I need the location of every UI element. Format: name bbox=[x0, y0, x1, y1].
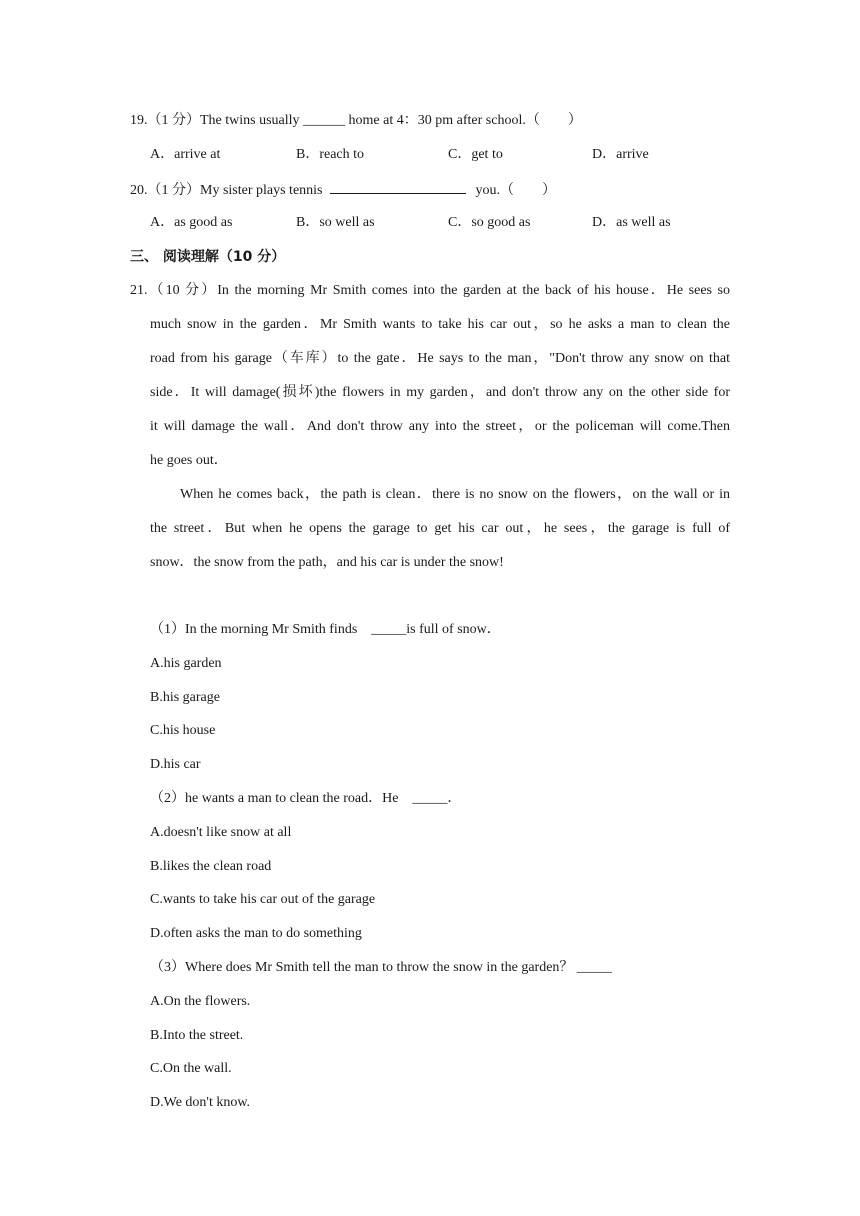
q21-passage-line-3: road from his garage（车库）to the gate．He says to the man，"Don't throw any snow on that bbox=[150, 351, 730, 366]
q21-sub3-option-a: A.On the flowers. bbox=[150, 994, 251, 1009]
q19-option-c: C．get to bbox=[448, 147, 503, 162]
q21-sub2-option-d: D.often asks the man to do something bbox=[150, 926, 362, 941]
q21-passage-line-9: snow．the snow from the path，and his car is under the snow! bbox=[150, 555, 504, 570]
q20-option-a: A．as good as bbox=[150, 215, 233, 230]
section-title: 三、 阅读理解（10 分） bbox=[130, 249, 286, 265]
q19-stem: 19.（1 分）The twins usually ______ home at 4：30 pm after school.（ ） bbox=[130, 113, 582, 128]
q21-sub3-stem: （3）Where does Mr Smith tell the man to throw the snow in the garden？ _____ bbox=[150, 960, 612, 975]
q20-option-d: D．as well as bbox=[592, 215, 671, 230]
q21-passage-line-8: the street．But when he opens the garage to get his car out，he sees，the garage is full of bbox=[150, 521, 730, 536]
q21-sub1-stem: （1）In the morning Mr Smith finds _____is full of snow． bbox=[150, 622, 501, 637]
q20-option-b: B．so well as bbox=[296, 215, 375, 230]
q21-sub3-option-b: B.Into the street. bbox=[150, 1028, 244, 1043]
q21-sub2-option-a: A.doesn't like snow at all bbox=[150, 825, 292, 840]
q21-passage-line-6: he goes out． bbox=[150, 453, 228, 468]
q21-sub1-option-c: C.his house bbox=[150, 723, 216, 738]
q19-option-a: A．arrive at bbox=[150, 147, 221, 162]
q21-passage-line-1 bbox=[130, 282, 730, 300]
q19-option-b: B．reach to bbox=[296, 147, 365, 162]
q19-option-d: D．arrive bbox=[592, 147, 649, 162]
q21-passage-line-4: side．It will damage(损坏)the flowers in my garden，and don't throw any on the other side for bbox=[150, 385, 730, 400]
q21-sub3-option-c: C.On the wall. bbox=[150, 1061, 232, 1076]
q21-sub2-option-b: B.likes the clean road bbox=[150, 859, 272, 874]
q21-sub2-stem: （2）he wants a man to clean the road．He _____． bbox=[150, 791, 462, 806]
q21-passage-line-1-text: 21.（10 分）In the morning Mr Smith comes into the garden at the back of his house．He sees so bbox=[130, 283, 730, 298]
q21-sub1-option-d: D.his car bbox=[150, 757, 201, 772]
q21-passage-line-5: it will damage the wall．And don't throw any into the street，or the policeman will come.Then bbox=[150, 419, 730, 434]
q21-sub3-option-d: D.We don't know. bbox=[150, 1095, 251, 1110]
q20-option-c: C．so good as bbox=[448, 215, 531, 230]
q20-stem-prefix: 20.（1 分）My sister plays tennis bbox=[130, 183, 323, 198]
q21-sub1-option-b: B.his garage bbox=[150, 690, 220, 705]
q21-sub1-option-a: A.his garden bbox=[150, 656, 222, 671]
q21-passage-line-2: much snow in the garden．Mr Smith wants to take his car out，so he asks a man to clean the bbox=[150, 317, 730, 332]
q20-answer-blank bbox=[330, 180, 466, 194]
q20-stem bbox=[130, 180, 556, 198]
q21-passage-line-7: When he comes back，the path is clean．there is no snow on the flowers，on the wall or in bbox=[180, 487, 730, 502]
q21-sub2-option-c: C.wants to take his car out of the garage bbox=[150, 892, 376, 907]
q20-stem-suffix: you.（ ） bbox=[475, 183, 556, 198]
